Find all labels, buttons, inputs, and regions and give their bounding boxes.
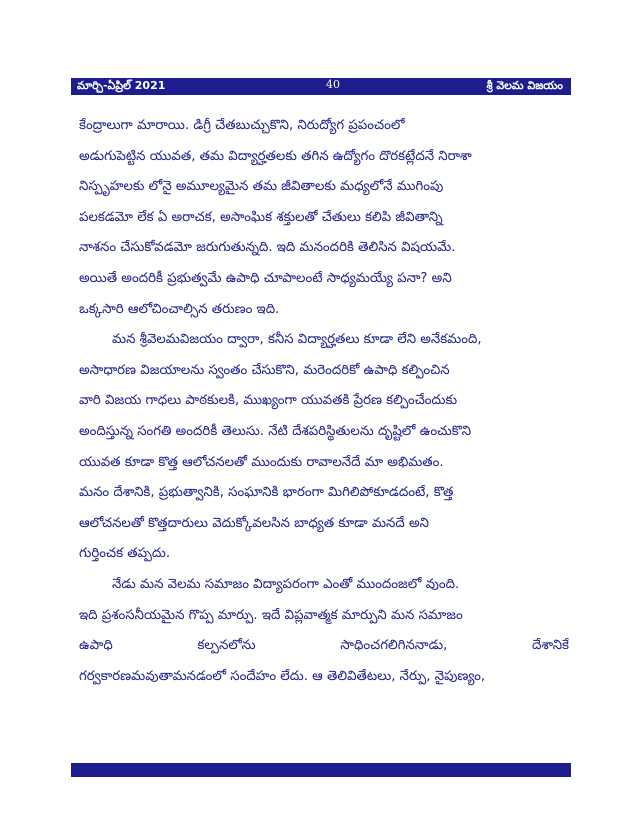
- text-line: ఇది ప్రశంసనీయమైన గొప్ప మార్పు. ఇదే విప్లవాత్మక మార్పుని మన సమాజం: [79, 607, 463, 623]
- article-body: [79, 111, 569, 692]
- text-line: అసాధారణ విజయాలను స్వంతం చేసుకొని, మరెందరికో ఉపాధి కల్పించిన: [79, 362, 450, 378]
- text-line: యువత కూడా కొత్త ఆలోచనలతో ముందుకు రావాలనేదే మా అభిమతం.: [79, 454, 444, 470]
- text-line: ఆలోచనలతో కొత్తదారులు వెదుక్కోవలసిన బాధ్యత కూడా మనదే అని: [79, 515, 429, 531]
- text-line: గర్వకారణమవుతామనడంలో సందేహం లేదు. ఆ తెలివితేటలు, నేర్పు, నైపుణ్యం,: [79, 668, 486, 684]
- text-line: కేంద్రాలుగా మారాయి. డిగ్రీ చేతబుచ్చుకొని, నిరుద్యోగ ప్రపంచంలో: [79, 118, 405, 133]
- text-line: ఒక్కసారి ఆలోచించాల్సిన తరుణం ఇది.: [79, 301, 280, 317]
- page-header-bar: [71, 78, 571, 95]
- text-line: గుర్తించక తప్పదు.: [79, 546, 171, 562]
- text-line: పలకడమో లేక ఏ అరాచక, అసాంఘిక శక్తులతో చేతులు కలిపి జీవితాన్ని: [79, 209, 443, 225]
- text-line: వారి విజయ గాధలు పాఠకులకి, ముఖ్యంగా యువతకి ప్రేరణ కల్పించేందుకు: [79, 393, 458, 409]
- justified-text-line: [79, 631, 569, 662]
- text-line: అయితే అందరికీ ప్రభుత్వమే ఉపాధి చూపాలంటే సాధ్యమయ్యే పనా? అని: [79, 270, 452, 286]
- word: ఉపాధి: [79, 638, 113, 654]
- paragraph-first-line: నేడు మన వెలమ సమాజం విద్యాపరంగా ఎంతో ముందంజలో వుంది.: [112, 576, 460, 592]
- word: దేశానికే: [532, 638, 569, 654]
- page-number: 40: [326, 78, 340, 91]
- text-line: అందిస్తున్న సంగతి అందరికీ తెలుసు. నేటి దేశపరిస్థితులను దృష్టిలో ఉంచుకొని: [79, 423, 472, 439]
- issue-date: మార్చి-ఏప్రిల్ 2021: [77, 79, 166, 92]
- page-footer-bar: [71, 763, 571, 777]
- paragraph-first-line: మన శ్రీవెలమవిజయం ద్వారా, కనీస విద్యార్హతలు కూడా లేని అనేకమంది,: [112, 332, 482, 348]
- word: సాధించగలిగిననాడు,: [340, 638, 448, 654]
- word: కల్పనలోను: [197, 638, 256, 654]
- text-line: అడుగుపెట్టిన యువత, తమ విద్యార్హతలకు తగిన ఉద్యోగం దొరకట్లేదనే నిరాశా: [79, 148, 472, 164]
- text-line: నాశనం చేసుకోవడమో జరుగుతున్నది. ఇది మనందరికి తెలిసిన విషయమే.: [79, 240, 456, 256]
- magazine-title: శ్రీ వెలమ విజయం: [486, 79, 563, 92]
- text-line: మనం దేశానికి, ప్రభుత్వానికి, సంఘానికి భారంగా మిగిలిపోకూడదంటే, కొత్త: [79, 485, 454, 501]
- text-line: నిస్పృహలకు లోనై అమూల్యమైన తమ జీవితాలకు మధ్యలోనే ముగింపు: [79, 179, 444, 195]
